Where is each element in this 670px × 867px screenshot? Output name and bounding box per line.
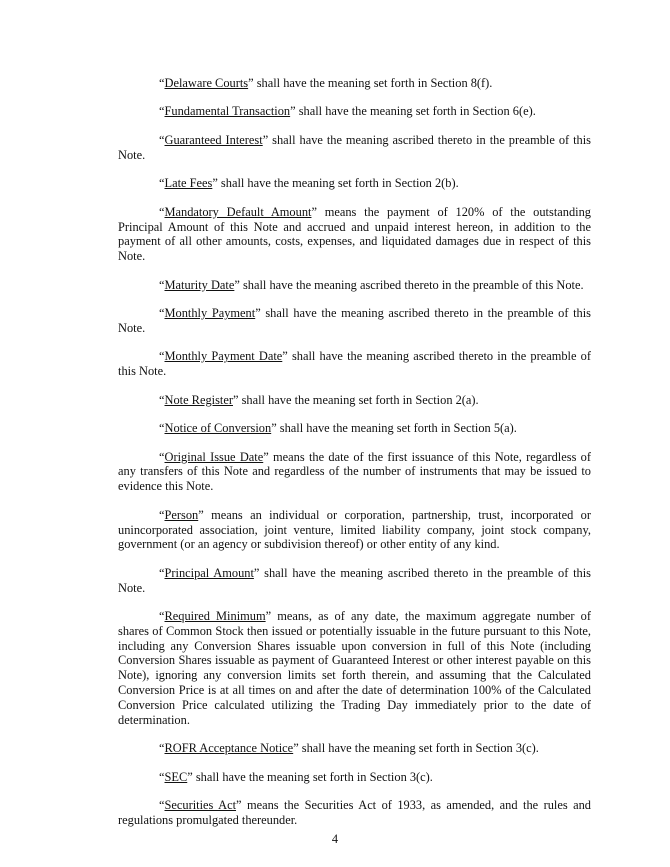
definition-text: means an individual or corporation, partnership, trust, incorporated or unincorporated association, joint venture, limited liability company, joint stock company, government (or an agency or subdivision thereof) or other entity of any kind. [118, 507, 591, 552]
definition-text: shall have the meaning ascribed thereto in the preamble of this Note. [118, 306, 591, 335]
definition-guaranteed-interest: “Guaranteed Interest” shall have the meaning ascribed thereto in the preamble of this Note. [118, 132, 591, 162]
definition-text: means the payment of 120% of the outstanding Principal Amount of this Note and accrued and unpaid interest hereon, in addition to the payment of all other amounts, costs, expenses, and liquidated damages due in respect of this Note. [118, 204, 591, 264]
definition-text: shall have the meaning set forth in Section 3(c). [298, 741, 539, 756]
defined-term: ROFR Acceptance Notice [164, 741, 294, 756]
definition-required-minimum: “Required Minimum” means, as of any date, the maximum aggregate number of shares of Common Stock then issued or potentially issuable in the future pursuant to this Note, including any Conversion Shares issuable upon conversion in full of this Note (including Conversion Shares issuable as payment of Guaranteed Interest or other interest payable on this Note), ignoring any conversion limits set forth therein, and assuming that the Calculated Conversion Price is at all times on and after the date of determination 100% of the Calculated Conversion Price calculated utilizing the Trading Day immediately prior to the date of determination. [118, 609, 591, 727]
defined-term: Delaware Courts [164, 76, 249, 90]
defined-term: Guaranteed Interest [164, 132, 263, 147]
definition-text: shall have the meaning set forth in Section 6(e). [295, 104, 536, 119]
defined-term: Mandatory Default Amount [164, 204, 312, 219]
definition-delaware-courts: “Delaware Courts” shall have the meaning set forth in Section 8(f). [159, 76, 493, 90]
definition-text: shall have the meaning set forth in Section 3(c). [192, 769, 433, 784]
definition-sec: “SEC” shall have the meaning set forth in Section 3(c). [159, 769, 433, 784]
defined-term: Monthly Payment Date [164, 349, 283, 364]
definition-original-issue-date: “Original Issue Date” means the date of the first issuance of this Note, regardless of any transfers of this Note and regardless of the number of instruments that may be issued to evidence this Note. [118, 449, 592, 494]
defined-term: Fundamental Transaction [164, 104, 291, 119]
definition-text: shall have the meaning set forth in Section 5(a). [276, 421, 517, 436]
definition-principal-amount: “Principal Amount” shall have the meaning ascribed thereto in the preamble of this Note. [118, 565, 591, 595]
definition-text: shall have the meaning ascribed thereto in the preamble of this Note. [118, 132, 591, 162]
defined-term: Monthly Payment [164, 306, 256, 321]
defined-term: Late Fees [164, 176, 213, 191]
definition-notice-of-conversion: “Notice of Conversion” shall have the meaning set forth in Section 5(a). [159, 421, 517, 436]
definition-note-register: “Note Register” shall have the meaning set forth in Section 2(a). [159, 392, 479, 407]
defined-term: SEC [164, 769, 188, 784]
definition-text: shall have the meaning set forth in Section 8(f). [253, 76, 493, 90]
definition-text: means the date of the first issuance of this Note, regardless of any transfers of this Note and regardless of the number of instruments that may be issued to evidence this Note. [118, 449, 592, 494]
definition-text: shall have the meaning ascribed thereto in the preamble of this Note. [239, 277, 584, 292]
definition-mandatory-default-amount: “Mandatory Default Amount” means the payment of 120% of the outstanding Principal Amount of this Note and accrued and unpaid interest hereon, in addition to the payment of all other amounts, costs, expenses, and liquidated damages due in respect of this Note. [118, 204, 591, 264]
definition-text: shall have the meaning set forth in Section 2(b). [217, 176, 459, 191]
definition-text: shall have the meaning ascribed thereto in the preamble of this Note. [118, 349, 591, 379]
defined-term: Notice of Conversion [164, 421, 272, 436]
definition-person: “Person” means an individual or corporation, partnership, trust, incorporated or unincorporated association, joint venture, limited liability company, joint stock company, government (or an agency or subdivision thereof) or other entity of any kind. [118, 507, 591, 552]
definition-monthly-payment: “Monthly Payment” shall have the meaning ascribed thereto in the preamble of this Note. [118, 306, 591, 335]
definition-monthly-payment-date: “Monthly Payment Date” shall have the meaning ascribed thereto in the preamble of this Note. [118, 349, 591, 379]
definition-rofr-acceptance-notice: “ROFR Acceptance Notice” shall have the meaning set forth in Section 3(c). [159, 741, 539, 756]
defined-term: Original Issue Date [164, 449, 264, 464]
definition-maturity-date: “Maturity Date” shall have the meaning ascribed thereto in the preamble of this Note. [159, 277, 584, 292]
defined-term: Securities Act [164, 798, 237, 813]
definition-text: shall have the meaning set forth in Section 2(a). [238, 392, 479, 407]
definition-late-fees: “Late Fees” shall have the meaning set forth in Section 2(b). [159, 176, 459, 191]
page-number: 4 [331, 832, 339, 846]
defined-term: Maturity Date [164, 277, 235, 292]
definition-securities-act: “Securities Act” means the Securities Act of 1933, as amended, and the rules and regulations promulgated thereunder. [118, 798, 591, 827]
definition-fundamental-transaction: “Fundamental Transaction” shall have the meaning set forth in Section 6(e). [159, 104, 536, 119]
definition-text: means, as of any date, the maximum aggregate number of shares of Common Stock then issued or potentially issuable in the future pursuant to this Note, including any Conversion Shares issuable upon conversion in full of this Note (including Conversion Shares issuable as payment of Guaranteed Interest or other interest payable on this Note), ignoring any conversion limits set forth therein, and assuming that the Calculated Conversion Price is at all times on and after the date of determination 100% of the Calculated Conversion Price calculated utilizing the Trading Day immediately prior to the date of determination. [118, 609, 591, 727]
definitions-list [118, 76, 591, 841]
definition-text: means the Securities Act of 1933, as amended, and the rules and regulations promulgated thereunder. [118, 798, 591, 827]
defined-term: Note Register [164, 392, 233, 407]
definition-text: shall have the meaning ascribed thereto in the preamble of this Note. [118, 565, 591, 595]
defined-term: Person [164, 507, 199, 522]
defined-term: Principal Amount [164, 565, 254, 580]
defined-term: Required Minimum [164, 609, 266, 624]
